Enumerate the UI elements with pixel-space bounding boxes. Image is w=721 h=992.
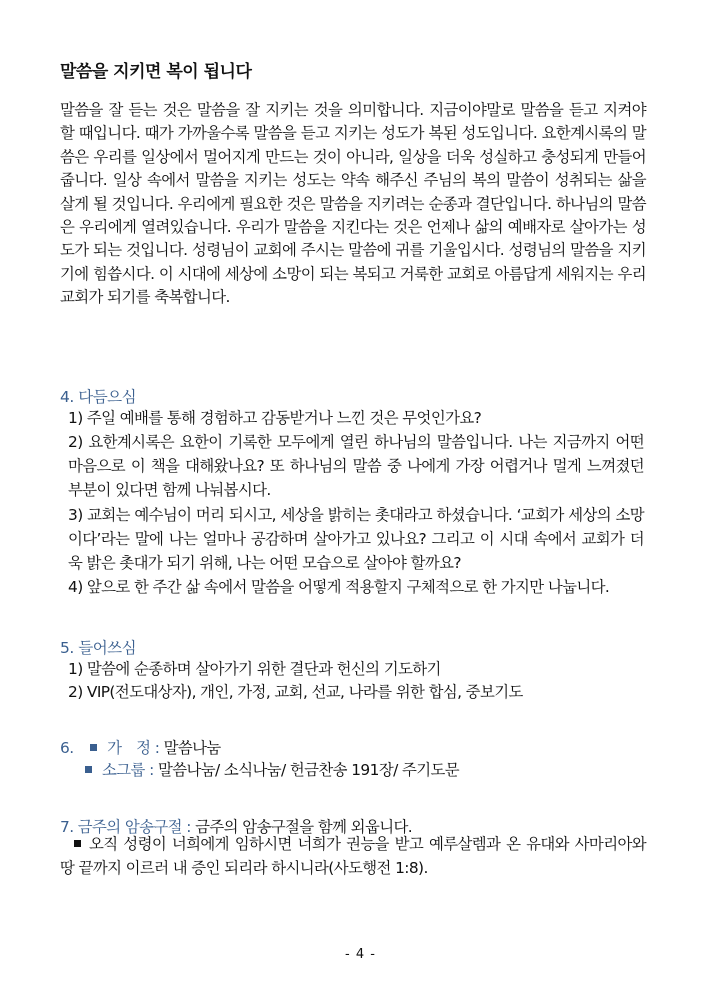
square-bullet-icon xyxy=(74,840,81,847)
section5-heading: 5. 들어쓰심 xyxy=(60,639,137,657)
section6-row-1 xyxy=(60,736,221,758)
memory-verse-text: 오직 성령이 너희에게 임하시면 너희가 권능을 받고 예루살렘과 온 유대와 사마리아와 땅 끝까지 이르러 내 증인 되리라 하시니라(사도행전 1:8). xyxy=(60,835,646,877)
section4-item-2: 2) 요한계시록은 요한이 기록한 모두에게 열린 하나님의 말씀입니다. 나는 지금까지 어떤 마음으로 이 책을 대해왔나요? 또 하나님의 말씀 중 나에게 가장 어렵거나 멀게 느껴졌던 부분이 있다면 함께 나눠봅시다. xyxy=(68,433,644,500)
square-bullet-icon xyxy=(85,766,92,773)
intro-paragraph: 말씀을 잘 듣는 것은 말씀을 잘 지키는 것을 의미합니다. 지금이야말로 말씀을 듣고 지켜야 할 때입니다. 때가 가까울수록 말씀을 듣고 지키는 성도가 복된 성도입니다. 요한계시록의 말씀은 우리를 일상에서 멀어지게 만드는 것이 아니라, 일상을 더욱 성실하고 충성되게 만들어줍니다. 일상 속에서 말씀을 지키는 성도는 약속 해주신 주님의 복의 말씀이 성취되는 삶을 살게 될 것입니다. 우리에게 필요한 것은 말씀을 지키려는 순종과 결단입니다. 하나님의 말씀은 우리에게 열려있습니다. 우리가 말씀을 지킨다는 것은 언제나 삶의 예배자로 살아가는 성도가 되는 것입니다. 성령님이 교회에 주시는 말씀에 귀를 기울입시다. 성령님의 말씀을 지키기에 힘씁시다. 이 시대에 세상에 소망이 되는 복되고 거룩한 교회로 아름답게 세워지는 우리 교회가 되기를 축복합니다. xyxy=(60,101,646,307)
section4-item-3: 3) 교회는 예수님이 머리 되시고, 세상을 밝히는 촛대라고 하셨습니다. ‘교회가 세상의 소망이다’라는 말에 나는 얼마나 공감하며 살아가고 있나요? 그리고 이 시대 속에서 교회가 더욱 밝은 촛대가 되기 위해, 나는 어떤 모습으로 살아야 할까요? xyxy=(68,506,644,573)
square-bullet-icon xyxy=(90,744,97,751)
page-number: - 4 - xyxy=(345,947,376,962)
page-title: 말씀을 지키면 복이 됩니다 xyxy=(60,62,252,82)
section6-label-group: 소그룹 : xyxy=(102,761,154,779)
section4-item-4: 4) 앞으로 한 주간 삶 속에서 말씀을 어떻게 적용할지 구체적으로 한 가지만 나눕니다. xyxy=(68,578,610,596)
section5-item-2: 2) VIP(전도대상자), 개인, 가정, 교회, 선교, 나라를 위한 합심, 중보기도 xyxy=(68,683,523,701)
section6-number: 6. xyxy=(60,739,74,757)
section6-label-family: 가 정 : xyxy=(107,739,160,757)
section5-item-1: 1) 말씀에 순종하며 살아가기 위한 결단과 헌신의 기도하기 xyxy=(68,660,441,678)
section4-item-1: 1) 주일 예배를 통해 경험하고 감동받거나 느낀 것은 무엇인가요? xyxy=(68,409,482,427)
section6-row-2 xyxy=(85,758,459,780)
section4-heading: 4. 다듬으심 xyxy=(60,388,137,406)
section7-tail: 금주의 암송구절을 함께 외웁니다. xyxy=(195,818,413,836)
section6-value-group: 말씀나눔/ 소식나눔/ 헌금찬송 191장/ 주기도문 xyxy=(157,761,460,779)
section7-heading: 7. 금주의 암송구절 : xyxy=(60,818,191,836)
memory-verse xyxy=(60,832,646,880)
section6-value-family: 말씀나눔 xyxy=(163,739,221,757)
